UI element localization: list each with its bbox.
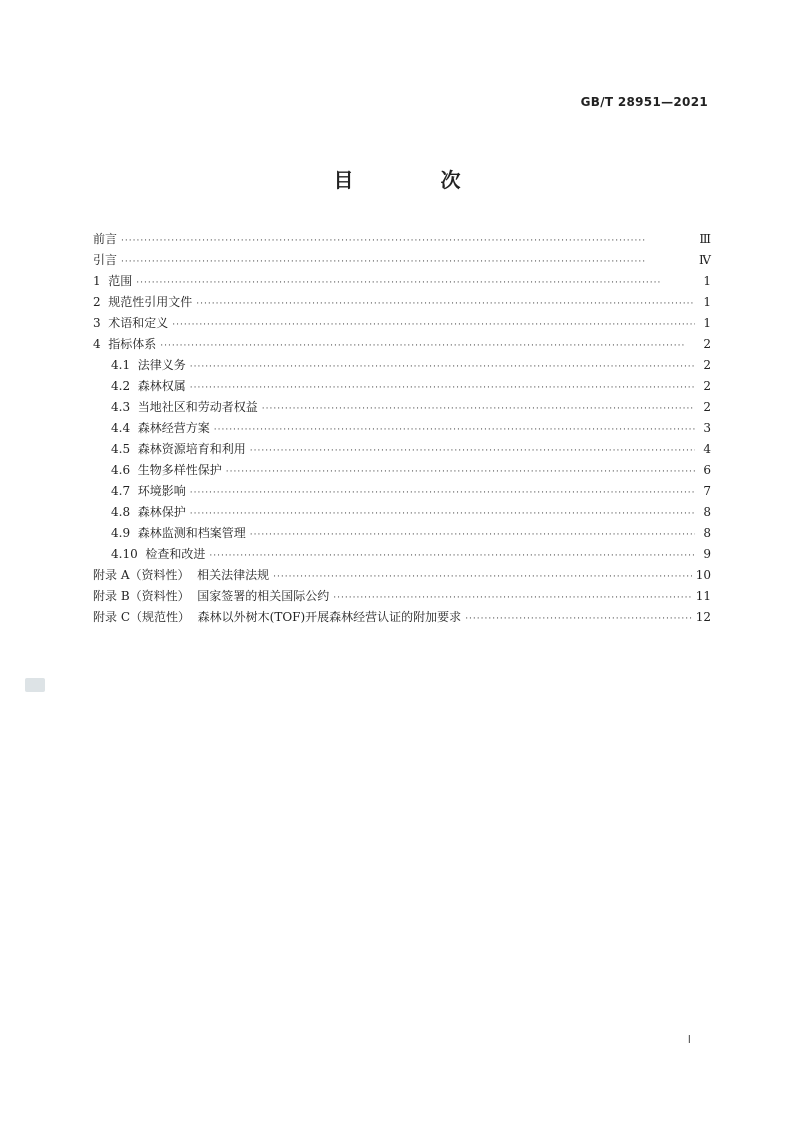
toc-leader-dots [121, 231, 695, 252]
toc-entry[interactable] [93, 313, 711, 334]
toc-leader-dots [214, 420, 695, 441]
toc-entry-page: Ⅳ [699, 253, 711, 267]
toc-leader-dots [190, 378, 695, 399]
toc-entry-title: 国家签署的相关国际公约 [197, 589, 330, 603]
toc-entry-page: 1 [703, 316, 711, 330]
toc-entry[interactable] [93, 565, 711, 586]
standard-number: GB/T 28951—2021 [580, 95, 708, 109]
toc-entry[interactable] [93, 418, 711, 439]
toc-leader-dots [209, 546, 695, 567]
toc-entry[interactable] [93, 544, 711, 565]
toc-leader-dots [121, 252, 695, 273]
toc-entry-page: 7 [703, 484, 711, 498]
toc-entry[interactable] [93, 586, 711, 607]
toc-entry-number: 4.10 [111, 547, 138, 561]
page-number: Ⅰ [687, 1033, 691, 1046]
toc-entry-number: 4.5 [111, 442, 131, 456]
toc-leader-dots [465, 609, 692, 630]
toc-leader-dots [160, 336, 695, 357]
toc-entry-page: 9 [703, 547, 711, 561]
toc-entry-number: 4.3 [111, 400, 131, 414]
toc-entry-number: 附录 B（资料性） [93, 589, 190, 603]
toc-leader-dots [172, 315, 695, 336]
toc-entry[interactable] [93, 607, 711, 628]
toc-leader-dots [250, 525, 695, 546]
toc-entry-title: 范围 [108, 274, 133, 288]
toc-leader-dots [273, 567, 692, 588]
toc-entry-page: 11 [695, 589, 711, 603]
toc-leader-dots [333, 588, 691, 609]
toc-entry-title: 术语和定义 [108, 316, 169, 330]
toc-entry-title: 森林资源培育和利用 [137, 442, 246, 456]
toc-entry-title: 森林保护 [137, 505, 186, 519]
toc-entry-title: 森林权属 [137, 379, 186, 393]
toc-entry-page: 8 [703, 526, 711, 540]
toc-entry[interactable] [93, 376, 711, 397]
toc-leader-dots [136, 273, 695, 294]
toc-entry-title: 规范性引用文件 [108, 295, 193, 309]
toc-entry-title: 相关法律法规 [197, 568, 270, 582]
toc-entry-page: 1 [703, 274, 711, 288]
toc-entry-page: 2 [703, 337, 711, 351]
toc-entry-title: 指标体系 [108, 337, 157, 351]
toc-entry[interactable] [93, 439, 711, 460]
toc-leader-dots [190, 357, 695, 378]
toc-entry-number: 4.6 [111, 463, 131, 477]
toc-entry-page: 6 [703, 463, 711, 477]
toc-entry-title: 环境影响 [137, 484, 186, 498]
toc-entry-title: 森林监测和档案管理 [137, 526, 246, 540]
toc-entry-page: 12 [695, 610, 711, 624]
toc-entry-page: 2 [703, 358, 711, 372]
toc-entry-title: 前言 [93, 232, 118, 246]
toc-leader-dots [226, 462, 695, 483]
toc-entry-title: 生物多样性保护 [137, 463, 222, 477]
toc-entry[interactable] [93, 460, 711, 481]
toc-entry[interactable] [93, 292, 711, 313]
toc-entry-title: 当地社区和劳动者权益 [137, 400, 258, 414]
toc-entry[interactable] [93, 229, 711, 250]
toc-entry-page: 10 [695, 568, 711, 582]
toc-entry-number: 3 [93, 316, 101, 330]
toc-entry[interactable] [93, 355, 711, 376]
toc-entry-page: 8 [703, 505, 711, 519]
toc-entry-number: 附录 A（资料性） [93, 568, 190, 582]
toc-leader-dots [196, 294, 695, 315]
toc-leader-dots [250, 441, 695, 462]
toc-entry[interactable] [93, 334, 711, 355]
toc-entry-number: 4.2 [111, 379, 131, 393]
toc-entry-title: 法律义务 [137, 358, 186, 372]
toc-entry-number: 4 [93, 337, 101, 351]
toc-entry-title: 森林以外树木(TOF)开展森林经营认证的附加要求 [197, 610, 462, 624]
toc-leader-dots [190, 483, 695, 504]
toc-entry-number: 4.4 [111, 421, 131, 435]
toc-entry-number: 1 [93, 274, 101, 288]
toc-entry-page: 2 [703, 400, 711, 414]
toc-entry[interactable] [93, 502, 711, 523]
side-mark [25, 678, 45, 692]
toc-entry-page: 3 [703, 421, 711, 435]
toc-entry[interactable] [93, 250, 711, 271]
toc-entry-page: 4 [703, 442, 711, 456]
toc-leader-dots [262, 399, 695, 420]
toc-entry[interactable] [93, 523, 711, 544]
toc-entry-page: 1 [703, 295, 711, 309]
toc-entry-number: 附录 C（规范性） [93, 610, 190, 624]
toc-entry-number: 4.8 [111, 505, 131, 519]
toc-entry-number: 4.7 [111, 484, 131, 498]
toc-entry-title: 引言 [93, 253, 118, 267]
toc-entry-page: 2 [703, 379, 711, 393]
toc-entry-title: 检查和改进 [145, 547, 206, 561]
toc-entry-number: 4.1 [111, 358, 131, 372]
toc-entry-page: Ⅲ [699, 232, 711, 246]
page-title: 目 次 [333, 168, 501, 192]
table-of-contents [93, 229, 711, 628]
toc-entry-number: 4.9 [111, 526, 131, 540]
toc-entry-number: 2 [93, 295, 101, 309]
toc-entry[interactable] [93, 271, 711, 292]
toc-entry-title: 森林经营方案 [137, 421, 210, 435]
toc-entry[interactable] [93, 481, 711, 502]
toc-entry[interactable] [93, 397, 711, 418]
toc-leader-dots [190, 504, 695, 525]
